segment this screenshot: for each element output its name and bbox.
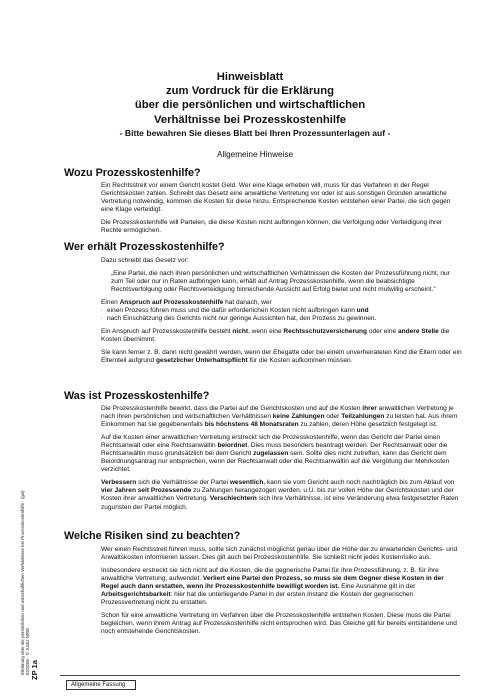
- paragraph: Die Prozesskostenhilfe bewirkt, dass die Partei auf die Gerichtskosten und auf die Kosten ihrer anwaltlichen Vertretung je nach ihren persönlichen und wirtschaftlichen Verhältnissen keine Zahlungen oder Teilzahlungen zu leisten hat. Aus ihrem Einkommen hat sie gegebenenfalls bis höchstens 48 Monatsraten zu zahlen, deren Höhe gesetzlich festgelegt ist.: [101, 405, 458, 429]
- paragraph: Einen Anspruch auf Prozesskostenhilfe hat danach, wer: [101, 299, 272, 307]
- section-heading-wozu: Wozu Prozesskostenhilfe?: [64, 167, 201, 179]
- paragraph: Verbessern sich die Verhältnisse der Partei wesentlich, kann sie vom Gericht auch noch nachträglich bis zum Ablauf von vier Jahren seit Prozessende zu Zahlungen herangezogen werden, u.U. bis zur vollen Höhe der Gerichtskosten und der Kosten ihrer anwaltlichen Vertretung. Verschlechtern sich ihre Verhältnisse, ist eine Veränderung etwa festgesetzter Raten zugunsten der Partei möglich.: [101, 479, 459, 511]
- section-body-was: [101, 405, 462, 512]
- section-heading-wer: Wer erhält Prozesskostenhilfe?: [64, 241, 225, 253]
- title-line: zum Vordruck für die Erklärung: [165, 85, 335, 98]
- form-code: ZP 1a: [30, 660, 39, 680]
- paragraph: Dazu schreibt das Gesetz vor:: [101, 257, 189, 264]
- footer-divider: [60, 675, 460, 676]
- section-heading-was: Was ist Prozesskostenhilfe?: [64, 390, 210, 402]
- footer-label: Allgemeine Fassung: [66, 680, 136, 690]
- title-line: Hinweisblatt: [216, 71, 284, 83]
- paragraph: Die Prozesskostenhilfe will Parteien, die diese Kosten nicht aufbringen können, die Verfolgung oder Verteidigung ihrer Rechte ermöglichen.: [101, 219, 443, 235]
- law-quote: „Eine Partei, die nach ihren persönlichen und wirtschaftlichen Verhältnissen die Kosten der Prozessführung nicht, nur zum Teil oder nur in Raten aufbringen kann, erhält auf Antrag Prozesskostenhilfe, wenn die beabsichtigte Rechtsverfolgung oder Rechtsverteidigung hinreichende Aussicht auf Erfolg bietet und nicht mutwillig erscheint.": [111, 270, 450, 294]
- document-subtitle: - Bitte bewahren Sie dieses Blatt bei Ihren Prozessunterlagen auf -: [119, 128, 391, 138]
- section-body-wozu: [101, 182, 462, 235]
- paragraph: Auf die Kosten einer anwaltlichen Vertretung erstreckt sich die Prozesskostenhilfe, wenn das Gericht der Partei einen Rechtsanwalt oder eine Rechtsanwältin beiordnet. Dies muss besonders beantragt werden. Der Rechtsanwalt oder die Rechtsanwältin muss grundsätzlich bei dem Gericht zugelassen sein. Sollte dies nicht zutreffen, kann das Gericht dem Beiordnungsantrag nur entsprechen, wenn der Rechtsanwalt oder die Rechtsanwältin auf die Vergütung der Mehrkosten verzichtet.: [101, 434, 450, 474]
- paragraph: Ein Rechtsstreit vor einem Gericht kostet Geld. Wer eine Klage erheben will, muss für das Verfahren in der Regel Gerichtskosten zahlen. Schreibt das Gesetz eine anwaltliche Vertretung vor oder ist aus sonstigen Gründen anwaltliche Vertretung notwendig, kommen die Kosten für diese hinzu. Entsprechende Kosten entstehen einer Partei, die sich gegen eine Klage verteidigt.: [101, 182, 451, 214]
- paragraph: Sie kann ferner z. B. dann nicht gewährt werden, wenn der Ehegatte oder bei einem unverheirateten Kind die Eltern oder ein Elternteil aufgrund gesetzlicher Unterhaltspflicht für die Kosten aufkommen müssen.: [101, 349, 462, 365]
- section-body-wer: [101, 257, 462, 366]
- section-heading-risiken: Welche Risiken sind zu beachten?: [64, 530, 241, 542]
- list-item: · einen Prozess führen muss und die dafür erforderlichen Kosten nicht aufbringen kann und: [101, 307, 462, 315]
- list-item: · nach Einschätzung des Gerichts nicht nur geringe Aussichten hat, den Prozess zu gewinnen.: [101, 315, 462, 323]
- paragraph: Insbesondere erstreckt sie sich nicht auf die Kosten, die die gegnerische Partei für ihre Prozessführung, z. B. für ihre anwaltliche Vertretung, aufwendet. Verliert eine Partei den Prozess, so muss sie dem Gegner diese Kosten in der Regel auch dann erstatten, wenn ihr Prozesskostenhilfe bewilligt worden ist. Eine Ausnahme gilt in der Arbeitsgerichtsbarkeit: hier hat die unterliegende Partei in der ersten Instanz die Kosten der gegnerischen Prozessvertretung nicht zu erstatten.: [101, 567, 444, 607]
- general-notes-label: Allgemeine Hinweise: [217, 150, 293, 159]
- section-body-risiken: [101, 546, 462, 636]
- paragraph: Ein Anspruch auf Prozesskostenhilfe besteht nicht, wenn eine Rechtsschutzversicherung oder eine andere Stelle die Kosten übernimmt.: [101, 328, 450, 344]
- paragraph: Schon für eine anwaltliche Vertretung im Verfahren über die Prozesskostenhilfe entstehen Kosten. Diese muss die Partei begleichen, wenn ihrem Antrag auf Prozesskostenhilfe nicht entsprochen wird. Das Gleiche gilt für bereits entstandene und noch entstehende Gerichtskosten.: [101, 612, 457, 636]
- side-note: Erklärung über die persönlichen und wirtschaftlichen Verhältnisse bei Prozesskostenhilfe · (gw) 02/2005 · © Justiz NRW: [20, 490, 30, 675]
- paragraph: Wer einen Rechtsstreit führen muss, sollte sich zunächst möglichst genau über die Höhe der zu erwartenden Gerichts- und Anwaltskosten informieren lassen. Dies gilt auch bei Prozesskostenhilfe. Sie schließt nicht jedes Kostenrisiko aus.: [101, 546, 458, 562]
- title-line: über die persönlichen und wirtschaftlichen: [134, 99, 366, 112]
- document-title: [60, 70, 440, 127]
- title-line: Verhältnisse bei Prozesskostenhilfe: [153, 113, 347, 126]
